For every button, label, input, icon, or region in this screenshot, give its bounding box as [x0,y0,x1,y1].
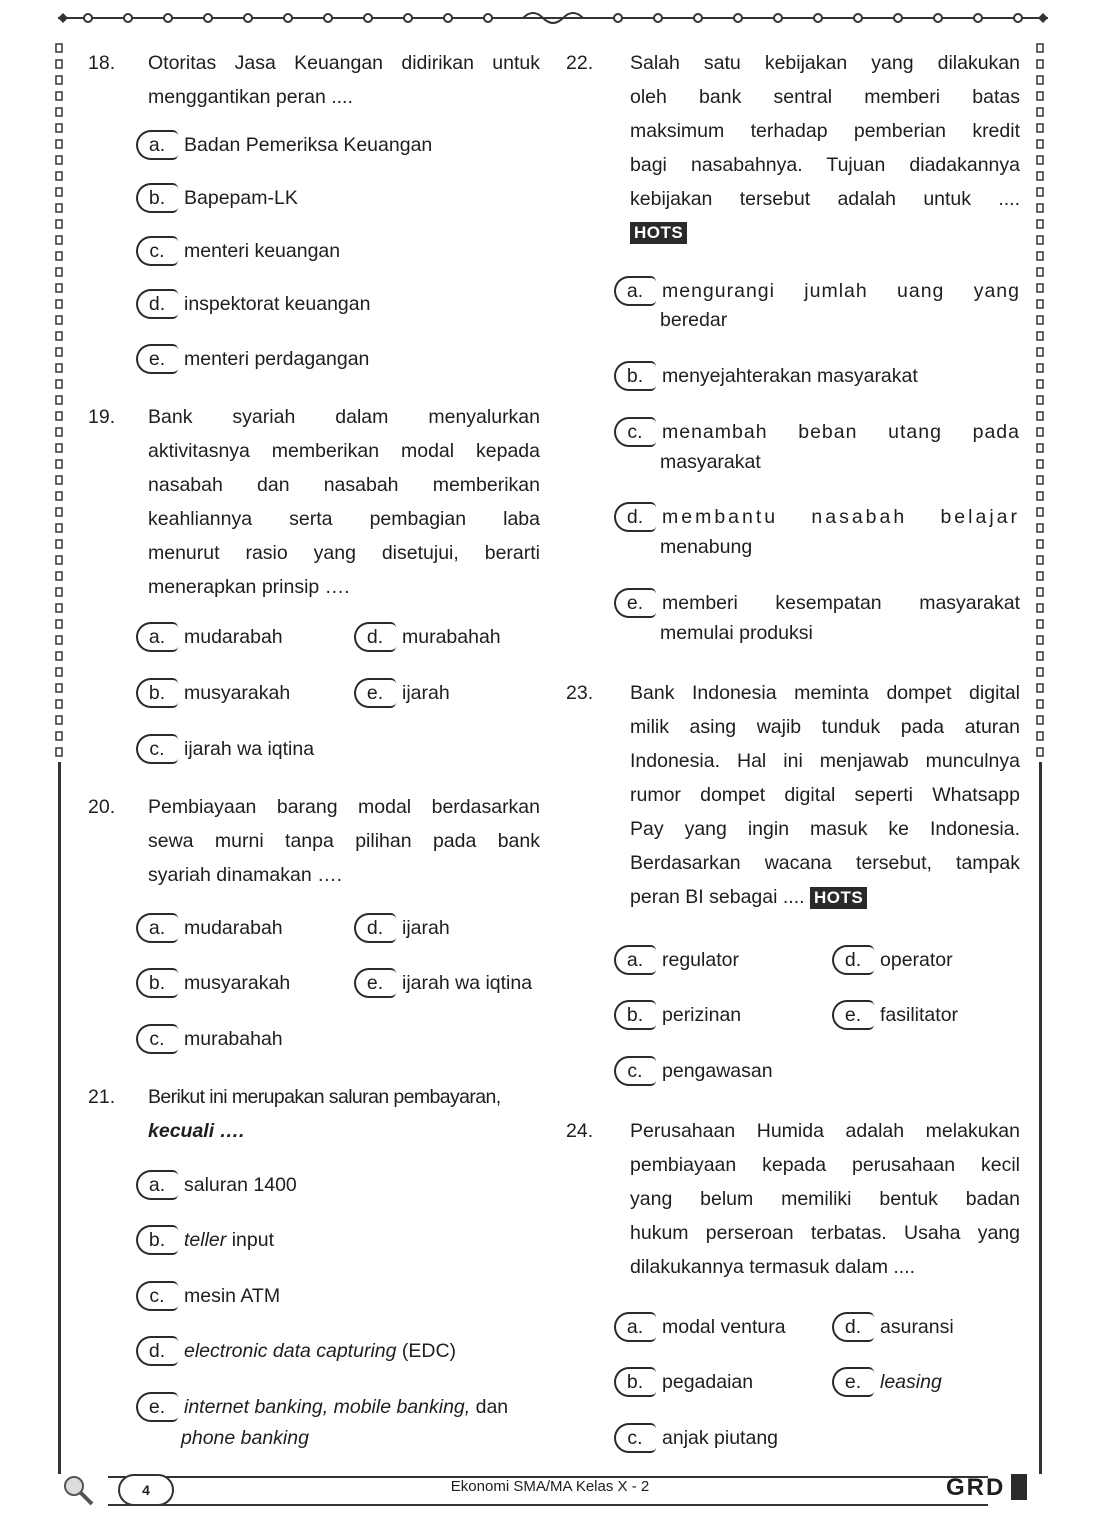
option-text: mesin ATM [184,1285,281,1307]
question-line: syariah dinamakan …. [148,864,343,886]
option-letter: a. [136,913,178,943]
option-letter: a. [136,1170,178,1200]
border-dash [56,76,62,84]
option-24b[interactable] [614,1367,753,1397]
option-20d[interactable] [354,913,450,943]
question-line: Indonesia. Hal ini menjawab munculnya [630,750,1020,772]
border-dash [56,668,62,676]
option-letter: d. [832,945,874,975]
question-19 [88,400,540,604]
option-text: musyarakah [184,972,291,994]
option-22a[interactable] [614,276,1020,306]
option-21d[interactable] [136,1336,456,1366]
border-dash [56,92,62,100]
border-dash [56,652,62,660]
option-letter: e. [136,1392,178,1422]
option-22c-line2: masyarakat [660,451,761,473]
question-20 [88,790,540,892]
book-title: Ekonomi SMA/MA Kelas X - 2 [450,1478,650,1495]
question-line: rumor dompet digital seperti Whatsapp [630,784,1020,806]
border-dash [56,476,62,484]
option-letter: c. [614,417,656,447]
question-line: kebijakan tersebut adalah untuk .... [630,188,1020,210]
border-dash [56,252,62,260]
border-dash [56,236,62,244]
option-text: menambah beban utang pada [662,421,1020,443]
option-letter: c. [614,1423,656,1453]
option-22e-line2: memulai produksi [660,622,813,644]
border-dash [1037,428,1043,436]
question-number: 19. [88,406,116,428]
border-dash [1037,252,1043,260]
border-dash [56,60,62,68]
question-text [630,46,1020,216]
border-dash [1037,44,1043,52]
border-dash [1037,700,1043,708]
option-19a[interactable] [136,622,283,652]
option-text: mengurangi jumlah uang yang [662,280,1020,302]
border-dash [1037,284,1043,292]
option-letter: e. [832,1367,874,1397]
option-letter: d. [136,289,178,319]
border-dash [1037,156,1043,164]
border-dash [1037,668,1043,676]
border-dash [1037,316,1043,324]
question-line: Pembiayaan barang modal berdasarkan [148,796,540,818]
border-dash [56,716,62,724]
option-19e[interactable] [354,678,450,708]
question-line: yang belum memiliki bentuk badan [630,1188,1020,1210]
option-21b[interactable] [136,1225,274,1255]
border-dash [56,684,62,692]
option-letter: e. [354,678,396,708]
border-dash [56,124,62,132]
option-20a[interactable] [136,913,283,943]
option-21e[interactable] [136,1392,508,1422]
publisher-name: GRD [946,1474,1006,1501]
question-text [148,1080,544,1148]
border-dash [56,524,62,532]
option-letter: c. [614,1056,656,1086]
border-dash [56,172,62,180]
border-dash [56,540,62,548]
option-text: pegadaian [662,1371,754,1393]
option-letter: b. [136,1225,178,1255]
question-line: bagi nasabahnya. Tujuan diadakannya [630,154,1020,176]
question-text [148,46,540,114]
border-dash [1037,636,1043,644]
question-line: Salah satu kebijakan yang dilakukan [630,52,1020,74]
option-text: asuransi [880,1316,954,1338]
option-text: inspektorat keuangan [184,293,371,315]
border-dash [1037,300,1043,308]
option-letter: b. [614,361,656,391]
border-dash [56,556,62,564]
question-text [630,676,1020,914]
option-letter: e. [136,344,178,374]
option-letter: a. [136,622,178,652]
option-22d-line2: menabung [660,536,753,558]
option-letter: e. [614,588,656,618]
option-23a[interactable] [614,945,739,975]
option-18a[interactable] [136,130,432,160]
option-letter: b. [614,1367,656,1397]
option-text: memberi kesempatan masyarakat [662,592,1020,614]
option-letter: a. [614,1312,656,1342]
border-dash [1037,604,1043,612]
question-number: 18. [88,52,116,74]
option-letter: e. [354,968,396,998]
option-text: ijarah wa iqtina [184,738,315,760]
border-dash [1037,524,1043,532]
option-24a[interactable] [614,1312,786,1342]
border-dash [1037,188,1043,196]
border-dash [1037,588,1043,596]
question-line: Berdasarkan wacana tersebut, tampak [630,852,1020,874]
option-letter: b. [136,678,178,708]
option-20c[interactable] [136,1024,283,1054]
border-dash [56,44,62,52]
question-line: kecuali …. [148,1120,245,1142]
border-dash [1037,620,1043,628]
option-letter: e. [832,1000,874,1030]
option-letter: d. [354,913,396,943]
option-23e[interactable] [832,1000,958,1030]
question-line: menggantikan peran .... [148,86,353,108]
question-number: 22. [566,52,594,74]
border-dash [1037,508,1043,516]
option-text: Badan Pemeriksa Keuangan [184,134,433,156]
option-19d[interactable] [354,622,501,652]
border-dash [56,284,62,292]
option-letter: d. [136,1336,178,1366]
option-text: modal ventura [662,1316,786,1338]
border-dash [1037,492,1043,500]
option-18b[interactable] [136,183,298,213]
publisher-logo [946,1474,1027,1502]
border-dash [56,108,62,116]
question-line-text: peran BI sebagai .... [630,886,805,908]
border-dash [1037,556,1043,564]
option-text: menyejahterakan masyarakat [662,365,918,387]
border-dash [56,428,62,436]
option-22e[interactable] [614,588,1020,618]
question-line: menurut rasio yang disetujui, berarti [148,542,540,564]
option-22a-line2: beredar [660,309,728,331]
border-dash [56,316,62,324]
question-line: milik asing wajib tunduk pada aturan [630,716,1020,738]
border-dash [1037,172,1043,180]
question-text [630,1114,1020,1284]
question-line: aktivitasnya memberikan modal kepada [148,440,540,462]
option-letter: c. [136,1281,178,1311]
option-text: murabahah [184,1028,283,1050]
border-dash [56,348,62,356]
option-18d[interactable] [136,289,370,319]
option-letter: c. [136,236,178,266]
option-text: menteri keuangan [184,240,341,262]
border-dash [56,156,62,164]
option-24d[interactable] [832,1312,954,1342]
question-number: 21. [88,1086,116,1108]
option-text: mudarabah [184,626,283,648]
border-dash [56,572,62,580]
option-23c[interactable] [614,1056,773,1086]
page-number: 4 [118,1474,174,1506]
option-23d[interactable] [832,945,953,975]
option-24c[interactable] [614,1423,778,1453]
option-text: murabahah [402,626,501,648]
option-text: fasilitator [880,1004,959,1026]
option-text: ijarah [402,917,450,939]
option-text: anjak piutang [662,1427,779,1449]
option-22b[interactable] [614,361,918,391]
question-line: Bank Indonesia meminta dompet digital [630,682,1020,704]
option-letter: a. [614,945,656,975]
option-text: ijarah [402,682,450,704]
border-dash [1037,572,1043,580]
hots-badge: HOTS [630,222,687,244]
border-dash [56,380,62,388]
question-line: keahliannya serta pembagian laba [148,508,540,530]
option-21e-line2: phone banking [181,1427,309,1449]
option-text-italic: teller [184,1229,227,1251]
question-line: oleh bank sentral memberi batas [630,86,1020,108]
question-line: nasabah dan nasabah memberikan [148,474,540,496]
border-dash [1037,380,1043,388]
border-dash [56,588,62,596]
border-dash [1037,124,1043,132]
question-line: maksimum terhadap pemberian kredit [630,120,1020,142]
border-dash [56,204,62,212]
border-dash [56,396,62,404]
question-23 [566,676,1020,914]
option-text: pengawasan [662,1060,773,1082]
left-dashed-border [55,40,63,760]
hots-tag-22 [630,222,687,244]
option-letter: c. [136,734,178,764]
border-dash [1037,732,1043,740]
option-text: saluran 1400 [184,1174,297,1196]
option-text: regulator [662,949,739,971]
question-line: pembiayaan kepada perusahaan kecil [630,1154,1020,1176]
question-24 [566,1114,1020,1284]
border-dash [1037,444,1043,452]
option-text: mudarabah [184,917,283,939]
border-dash [56,620,62,628]
border-dash [1037,412,1043,420]
border-dash [56,412,62,420]
question-18 [88,46,540,114]
border-dash [1037,220,1043,228]
option-letter: a. [136,130,178,160]
border-dash [1037,60,1043,68]
border-dash [56,220,62,228]
option-letter: d. [354,622,396,652]
question-line: Perusahaan Humida adalah melakukan [630,1120,1020,1142]
border-dash [1037,76,1043,84]
top-decorative-border [58,10,1048,26]
option-text: input [226,1229,274,1251]
right-border-line [1039,762,1042,1474]
question-22 [566,46,1020,216]
book-icon [1011,1474,1027,1500]
question-line: Otoritas Jasa Keuangan didirikan untuk [148,52,540,74]
hots-badge: HOTS [810,887,867,909]
border-dash [56,604,62,612]
left-border-line [58,762,61,1474]
border-dash [56,460,62,468]
option-text-italic: internet banking, mobile banking, [184,1396,471,1418]
border-dash [1037,92,1043,100]
border-dash [56,188,62,196]
border-dash [56,444,62,452]
option-18c[interactable] [136,236,340,266]
option-19b[interactable] [136,678,290,708]
border-dash [56,636,62,644]
border-dash [56,508,62,516]
question-text [148,790,540,892]
option-text: membantu nasabah belajar [662,506,1020,528]
option-text: (EDC) [396,1340,457,1362]
border-dash [1037,108,1043,116]
question-line: sewa murni tanpa pilihan pada bank [148,830,540,852]
border-dash [56,700,62,708]
border-dash [1037,476,1043,484]
border-dash [1037,364,1043,372]
option-letter: b. [136,968,178,998]
option-21a[interactable] [136,1170,297,1200]
question-21 [88,1080,544,1148]
question-line: Bank syariah dalam menyalurkan [148,406,540,428]
border-dash [1037,140,1043,148]
option-22d[interactable] [614,502,1020,532]
option-24e[interactable] [832,1367,942,1397]
question-line: dilakukannya termasuk dalam .... [630,1256,916,1278]
question-line [630,880,1020,914]
border-dash [56,492,62,500]
border-dash [1037,684,1043,692]
option-22c[interactable] [614,417,1020,447]
option-text: dan [470,1396,509,1418]
option-20b[interactable] [136,968,290,998]
option-letter: b. [136,183,178,213]
question-line: menerapkan prinsip …. [148,576,350,598]
border-dash [56,748,62,756]
border-dash [1037,716,1043,724]
border-dash [1037,348,1043,356]
option-text: Bapepam-LK [184,187,298,209]
right-dashed-border [1036,40,1044,760]
option-text: menteri perdagangan [184,348,370,370]
border-dash [56,268,62,276]
question-line: Pay yang ingin masuk ke Indonesia. [630,818,1020,840]
option-21c[interactable] [136,1281,280,1311]
option-letter: d. [614,502,656,532]
border-dash [1037,268,1043,276]
border-dash [56,140,62,148]
question-text [148,400,540,604]
border-dash [1037,540,1043,548]
option-text: ijarah wa iqtina [402,972,533,994]
question-line: hukum perseroan terbatas. Usaha yang [630,1222,1020,1244]
border-dash [56,300,62,308]
option-letter: c. [136,1024,178,1054]
option-23b[interactable] [614,1000,741,1030]
option-text: musyarakah [184,682,291,704]
option-18e[interactable] [136,344,369,374]
border-dash [1037,652,1043,660]
option-text: perizinan [662,1004,742,1026]
question-number: 20. [88,796,116,818]
option-letter: d. [832,1312,874,1342]
option-text-italic: electronic data capturing [184,1340,397,1362]
option-text: operator [880,949,953,971]
option-19c[interactable] [136,734,314,764]
border-dash [1037,204,1043,212]
border-dash [1037,332,1043,340]
question-number: 24. [566,1120,594,1142]
border-dash [1037,396,1043,404]
page-footer [58,1472,1042,1512]
border-dash [1037,236,1043,244]
border-dash [56,364,62,372]
border-dash [1037,748,1043,756]
question-line: Berikut ini merupakan saluran pembayaran, [148,1086,501,1108]
option-letter: b. [614,1000,656,1030]
border-dash [56,332,62,340]
option-text-italic: leasing [880,1371,942,1393]
question-number: 23. [566,682,594,704]
border-dash [56,732,62,740]
border-dash [1037,460,1043,468]
option-letter: a. [614,276,656,306]
option-20e[interactable] [354,968,532,998]
